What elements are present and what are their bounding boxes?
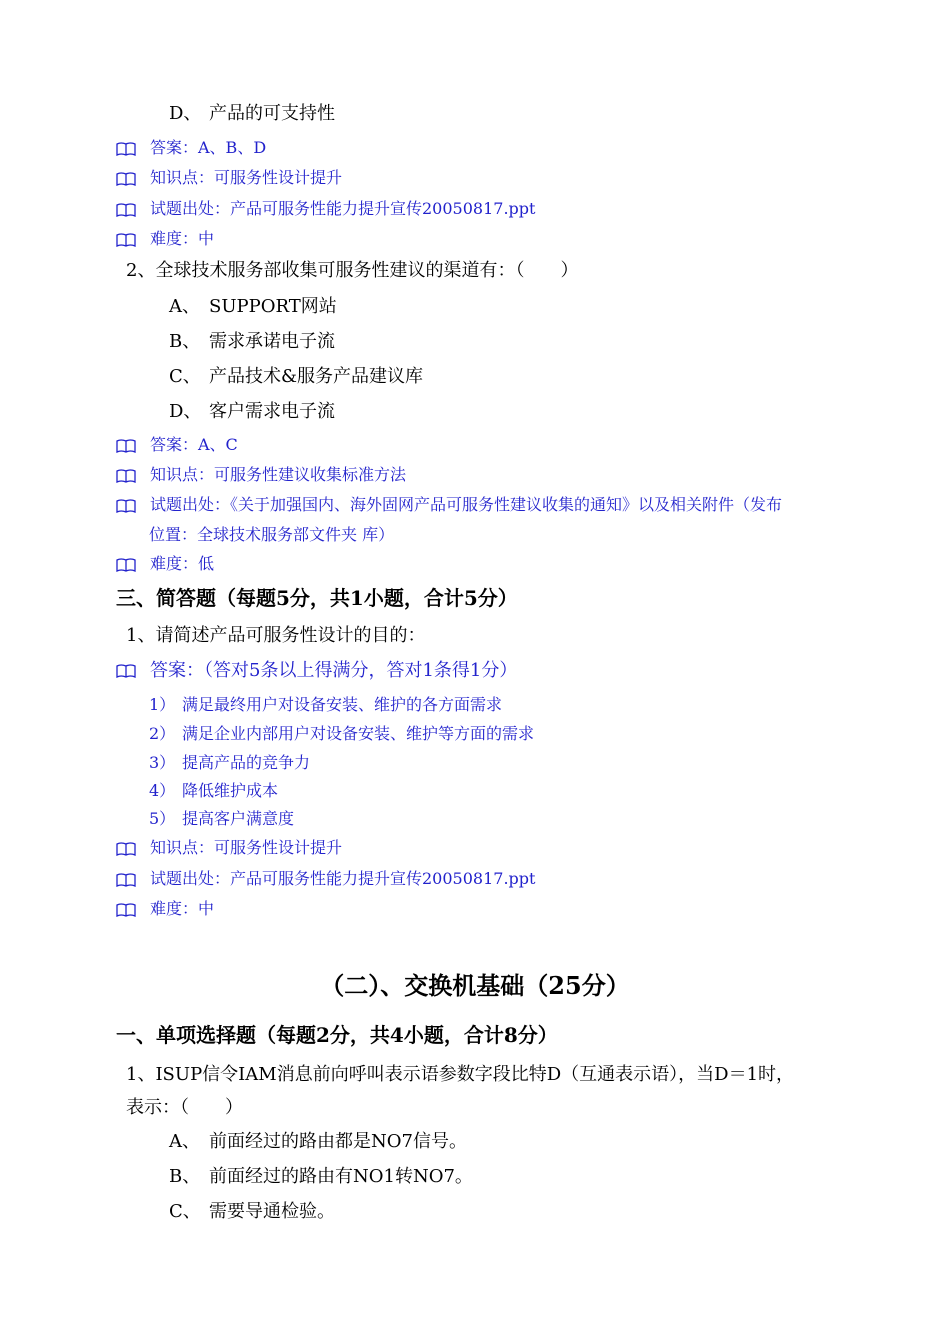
source-text: 试题出处：《关于加强国内、海外固网产品可服务性建议收集的通知》以及相关附件（发布 (150, 495, 783, 514)
option-label: A、 (169, 296, 200, 317)
source-continuation: 位置：全球技术服务部文件夹 库） (149, 525, 395, 544)
source-line (116, 495, 782, 514)
section-heading: 三、简答题（每题5分，共1小题，合计5分） (116, 586, 518, 610)
answer-text: 答案：（答对5条以上得满分，答对1条得1分） (150, 660, 518, 681)
book-icon (116, 468, 150, 484)
point-text: 提高客户满意度 (182, 809, 295, 828)
source-text: 试题出处：产品可服务性能力提升宣传20050817.ppt (150, 869, 536, 888)
difficulty-line (116, 899, 214, 918)
knowledge-line (116, 168, 342, 187)
answer-point (149, 781, 278, 800)
option-label: B、 (169, 1166, 201, 1187)
option-c (169, 1201, 335, 1223)
book-icon (116, 498, 150, 514)
book-icon (116, 438, 150, 454)
book-icon (116, 141, 150, 157)
option-label: C、 (169, 1201, 201, 1222)
point-text: 提高产品的竞争力 (182, 753, 311, 772)
option-label: B、 (169, 331, 201, 352)
option-text: 产品技术&服务产品建议库 (209, 366, 424, 387)
source-text: 试题出处：产品可服务性能力提升宣传20050817.ppt (150, 199, 536, 218)
option-label: D、 (169, 401, 202, 422)
option-text: 客户需求电子流 (209, 401, 335, 422)
option-a (169, 1131, 467, 1153)
answer-line (116, 660, 517, 682)
section-heading: 一、单项选择题（每题2分，共4小题，合计8分） (116, 1023, 558, 1047)
difficulty-line (116, 554, 214, 573)
question-2: 2、全球技术服务部收集可服务性建议的渠道有：（ ） (126, 260, 579, 281)
point-text: 满足最终用户对设备安装、维护的各方面需求 (182, 695, 503, 714)
book-icon (116, 202, 150, 218)
difficulty-text: 难度：低 (150, 554, 215, 573)
point-number: 2） (149, 724, 176, 743)
part-title: （二）、交换机基础（25分） (320, 971, 630, 1000)
option-d (169, 103, 335, 125)
option-text: 前面经过的路由有NO1转NO7。 (209, 1166, 473, 1187)
option-a (169, 296, 337, 318)
question-1-line2: 表示：（ ） (126, 1097, 243, 1118)
answer-point (149, 695, 502, 714)
point-number: 4） (149, 781, 176, 800)
answer-point (149, 809, 294, 828)
question-1-line1: 1、ISUP信令IAM消息前向呼叫表示语参数字段比特D（互通表示语），当D＝1时， (126, 1064, 795, 1085)
option-b (169, 331, 335, 353)
knowledge-line (116, 838, 342, 857)
knowledge-line (116, 465, 406, 484)
difficulty-text: 难度：中 (150, 229, 215, 248)
option-b (169, 1166, 473, 1188)
knowledge-text: 知识点：可服务性建议收集标准方法 (150, 465, 407, 484)
book-icon (116, 872, 150, 888)
option-text: SUPPORT网站 (209, 296, 337, 317)
source-line (116, 199, 535, 218)
knowledge-text: 知识点：可服务性设计提升 (150, 838, 343, 857)
question-1: 1、请简述产品可服务性设计的目的： (126, 625, 426, 646)
point-number: 3） (149, 753, 176, 772)
book-icon (116, 557, 150, 573)
answer-text: 答案：A、B、D (150, 138, 267, 157)
answer-point (149, 724, 534, 743)
option-text: 产品的可支持性 (209, 103, 335, 124)
book-icon (116, 663, 150, 679)
book-icon (116, 171, 150, 187)
option-text: 需要导通检验。 (209, 1201, 335, 1222)
difficulty-line (116, 229, 214, 248)
option-label: D、 (169, 103, 202, 124)
answer-text: 答案：A、C (150, 435, 238, 454)
book-icon (116, 841, 150, 857)
difficulty-text: 难度：中 (150, 899, 215, 918)
option-text: 需求承诺电子流 (209, 331, 335, 352)
option-label: A、 (169, 1131, 200, 1152)
point-text: 满足企业内部用户对设备安装、维护等方面的需求 (182, 724, 535, 743)
point-number: 1） (149, 695, 176, 714)
option-text: 前面经过的路由都是NO7信号。 (209, 1131, 467, 1152)
option-d (169, 401, 335, 423)
answer-line (116, 138, 266, 157)
option-label: C、 (169, 366, 201, 387)
source-line (116, 869, 535, 888)
option-c (169, 366, 423, 388)
answer-line (116, 435, 238, 454)
knowledge-text: 知识点：可服务性设计提升 (150, 168, 343, 187)
point-text: 降低维护成本 (182, 781, 279, 800)
point-number: 5） (149, 809, 176, 828)
book-icon (116, 232, 150, 248)
answer-point (149, 753, 310, 772)
book-icon (116, 902, 150, 918)
